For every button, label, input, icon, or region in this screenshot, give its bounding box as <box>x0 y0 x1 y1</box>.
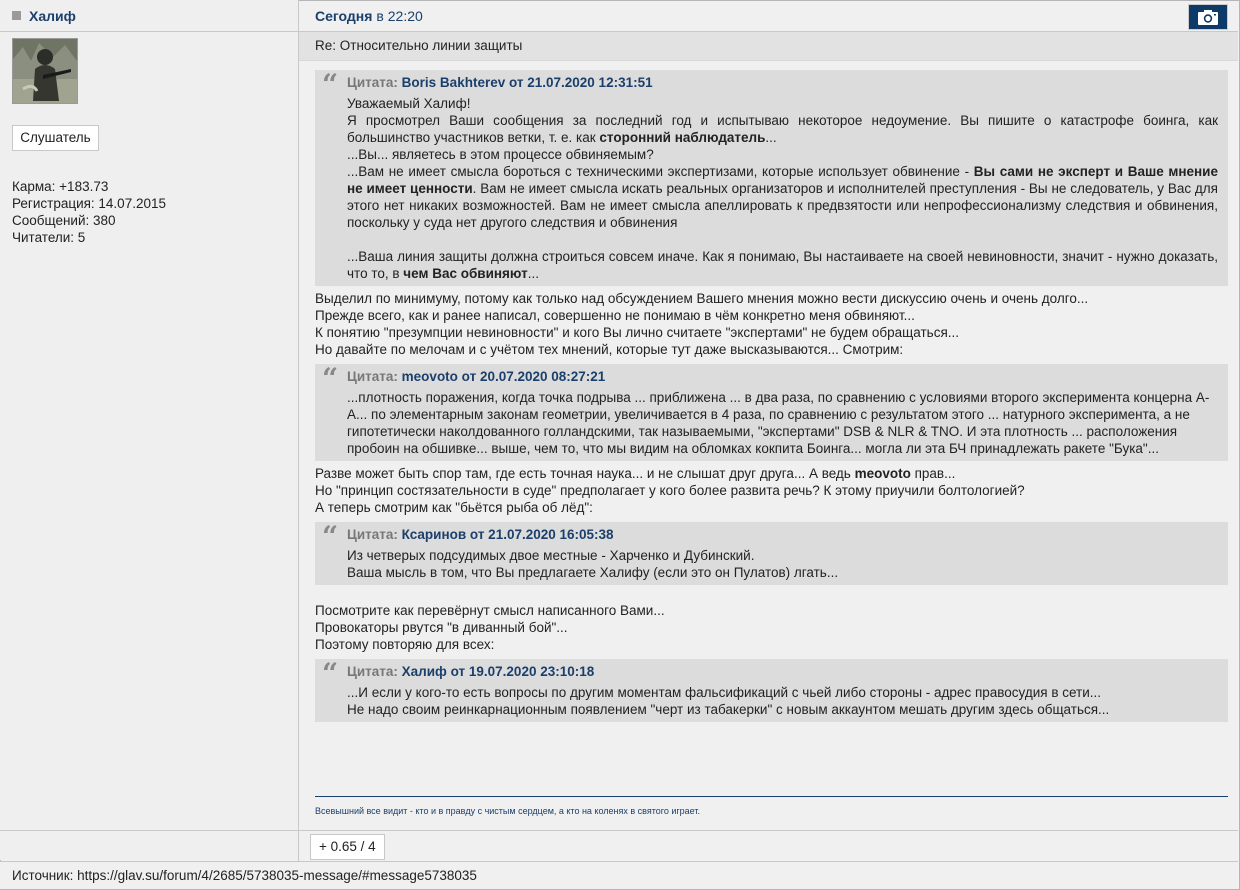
quote-line <box>347 248 1218 282</box>
quote-label: Цитата: <box>347 664 398 679</box>
quote-bold: Вы сами не эксперт и Ваше мнение не имеет ценности <box>347 164 1218 196</box>
quote-header <box>347 368 1218 385</box>
post-line <box>315 465 1228 482</box>
author-name[interactable]: Халиф <box>29 7 76 24</box>
signature: Всевышний все видит - кто и в правду с чистым сердцем, а кто на коленях в святого играет. <box>315 806 700 816</box>
quote-body <box>347 547 1218 581</box>
author-readers[interactable]: Читатели: 5 <box>12 230 86 245</box>
author-karma: Карма: +183.73 <box>12 179 109 194</box>
post-date-time: в 22:20 <box>376 7 423 24</box>
quote-author-link[interactable]: Ксаринов от 21.07.2020 16:05:38 <box>401 527 614 542</box>
author-panel <box>0 0 299 860</box>
quote-block <box>315 70 1228 286</box>
quote-author-link[interactable]: meovoto от 20.07.2020 08:27:21 <box>401 369 606 384</box>
quote-block <box>315 659 1228 722</box>
quote-line: ...Вы... являетесь в этом процессе обвиняемым? <box>347 147 654 162</box>
quote-text: Я просмотрел Ваши сообщения за последний год и испытываю некоторое недоумение. Вы пишите о катастрофе боинга, как большинство участников ветки, т. е. как <box>347 113 1218 145</box>
post-text <box>315 290 1228 358</box>
quote-icon: “ <box>322 362 339 395</box>
post-date-day[interactable]: Сегодня <box>315 7 373 24</box>
quote-bold: сторонний наблюдатель <box>599 130 766 145</box>
author-registered: Регистрация: 14.07.2015 <box>12 196 166 211</box>
post-panel <box>299 0 1238 860</box>
post-line: К понятию "презумпции невиновности" и кого Вы лично считаете "экспертами" не будем обращаться... <box>315 325 960 340</box>
quote-icon: “ <box>322 657 339 690</box>
quote-line: ...И если у кого-то есть вопросы по другим моментам фальсификаций с чьей либо стороны - адрес правосудия в сети... <box>347 685 1102 700</box>
source-link[interactable]: Источник: https://glav.su/forum/4/2685/5738035-message/#message5738035 <box>0 861 1238 889</box>
signature-divider <box>315 796 1228 797</box>
rating-button[interactable]: + 0.65 / 4 <box>310 834 385 860</box>
post-content <box>315 70 1228 726</box>
post-text <box>315 465 1228 516</box>
quote-author-link[interactable]: Халиф от 19.07.2020 23:10:18 <box>401 664 595 679</box>
quote-line: Не надо своим реинкарнационным появлением "черт из табакерки" с новым аккаунтом мешать другим здесь общаться... <box>347 702 1110 717</box>
post-line: Провокаторы рвутся "в диванный бой"... <box>315 620 568 635</box>
post-line: Прежде всего, как и ранее написал, совершенно не понимаю в чём конкретно меня обвиняют... <box>315 308 915 323</box>
quote-line <box>347 163 1218 231</box>
quote-line: Ваша мысль в том, что Вы предлагаете Халифу (если это он Пулатов) лгать... <box>347 565 839 580</box>
quote-body <box>347 684 1218 718</box>
quote-block <box>315 364 1228 461</box>
quote-text: ...Вам не имеет смысла бороться с техническими экспертизами, которые использует обвинение - <box>347 164 974 179</box>
quote-header <box>347 74 1218 91</box>
quote-text: . Вам не имеет смысла искать реальных организаторов и исполнителей преступления - Вы не следователь, у Вас для этого нет никаких возможностей. Вам не имеет смысла апеллировать к предвзятости или непрофессионализму следствия и обвинения, поскольку у суда нет другого следствия и обвинения <box>347 181 1218 230</box>
post-line: А теперь смотрим как "бьётся рыба об лёд": <box>315 500 593 515</box>
quote-body <box>347 389 1218 457</box>
quote-bold: чем Вас обвиняют <box>403 266 528 281</box>
quote-line: Из четверых подсудимых двое местные - Харченко и Дубинский. <box>347 548 755 563</box>
camera-icon <box>1197 9 1219 26</box>
author-stats <box>12 178 166 246</box>
author-header <box>0 0 298 32</box>
quote-block <box>315 522 1228 585</box>
quote-line: Уважаемый Халиф! <box>347 96 471 111</box>
post-text-span: Разве может быть спор там, где есть точная наука... и не слышат друг друга... А ведь <box>315 466 855 481</box>
screenshot-button[interactable] <box>1188 4 1228 30</box>
quote-line <box>347 112 1218 146</box>
quote-label: Цитата: <box>347 369 398 384</box>
footer-left <box>0 831 299 861</box>
post-line: Посмотрите как перевёрнут смысл написанного Вами... <box>315 603 665 618</box>
post-text-span: прав... <box>910 466 956 481</box>
post-line: Но "принцип состязательности в суде" предполагает у кого более развита речь? К этому приучили болтологией? <box>315 483 1025 498</box>
avatar[interactable] <box>12 38 78 104</box>
spacer <box>347 231 1218 248</box>
post-text <box>315 602 1228 653</box>
post-footer <box>0 830 1238 861</box>
quote-author-link[interactable]: Boris Bakhterev от 21.07.2020 12:31:51 <box>401 75 653 90</box>
quote-icon: “ <box>322 68 339 101</box>
post-header <box>299 0 1238 32</box>
quote-text: ...Ваша линия защиты должна строиться совсем иначе. Как я понимаю, Вы настаиваете на своей невиновности, значит - нужно доказать, что то, в <box>347 249 1218 281</box>
quote-text: ... <box>527 266 540 281</box>
post-subject: Re: Относительно линии защиты <box>299 32 1238 61</box>
post-line: Выделил по минимуму, потому как только над обсуждением Вашего мнения можно вести дискуссию очень и очень долго... <box>315 291 1089 306</box>
post-line: Поэтому повторяю для всех: <box>315 637 495 652</box>
quote-label: Цитата: <box>347 75 398 90</box>
quote-line: ...плотность поражения, когда точка подрыва ... приближена ... в два раза, по сравнению с условиями второго эксперимента концерна А-А... по элементарным законам геометрии, увеличивается в 4 раза, по сравнению с результатом этого ... натурного эксперимента, а не гипотетически наколдованного голландскими, так называемыми, "экспертами" DSB & NLR & TNO. И эта плотность ... расположения пробоин на обшивке... выше, чем то, что мы видим на обломках кокпита Боинга... могла ли эта БЧ принадлежать ракете "Бука"... <box>347 390 1210 456</box>
quote-label: Цитата: <box>347 527 398 542</box>
quote-header <box>347 526 1218 543</box>
quote-header <box>347 663 1218 680</box>
quote-body <box>347 95 1218 282</box>
status-square-icon <box>12 11 21 20</box>
quote-icon: “ <box>322 520 339 553</box>
author-posts[interactable]: Сообщений: 380 <box>12 213 116 228</box>
post-bold: meovoto <box>854 466 911 481</box>
quote-text: ... <box>765 130 777 145</box>
user-rank-badge: Слушатель <box>12 125 99 151</box>
post-line: Но давайте по мелочам и с учётом тех мнений, которые тут даже высказываются... Смотрим: <box>315 342 904 357</box>
